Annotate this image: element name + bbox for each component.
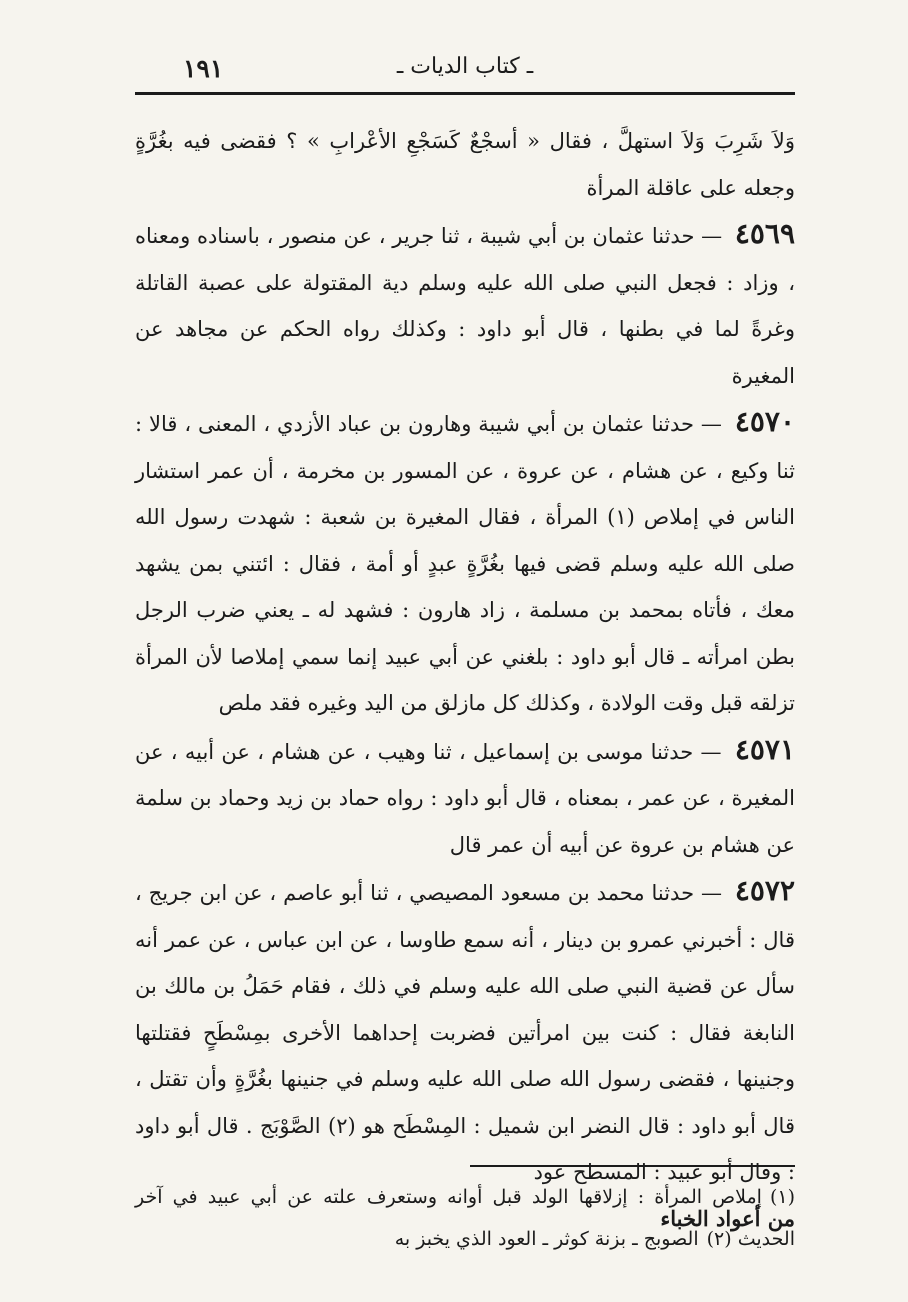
main-text xyxy=(135,118,795,1242)
hadith-number: ٤٥٧٢ xyxy=(734,874,795,907)
header-rule xyxy=(135,92,795,95)
footnote-text: إملاص المرأة : إزلاقها الولد قبل أوانه وستعرف علته عن أبي عبيد في آخر الحديث xyxy=(135,1186,795,1250)
paragraph-text: وَلاَ شَرِبَ وَلاَ استهلَّ ، فقال « أسجْعٌ كَسَجْعِ الأعْرابِ » ؟ فقضى فيه بغُرَّةٍ وجعله على عاقلة المرأة xyxy=(135,129,795,200)
footnote xyxy=(135,1176,795,1260)
paragraph-text: — حدثنا عثمان بن أبي شيبة ، ثنا جرير ، عن منصور ، باسناده ومعناه ، وزاد : فجعل النبي صلى الله عليه وسلم دية المقتولة على عصبة القاتلة وغرةً لما في بطنها ، قال أبو داود : وكذلك رواه الحكم عن مجاهد عن المغيرة xyxy=(135,224,795,388)
page-header xyxy=(135,44,795,88)
footnotes xyxy=(135,1176,795,1260)
footnote-mark: (١) xyxy=(769,1186,795,1208)
paragraph-text: — حدثنا عثمان بن أبي شيبة وهارون بن عباد الأزدي ، المعنى ، قالا : ثنا وكيع ، عن هشام ، عن عروة ، عن المسور بن مخرمة ، أن عمر استشار الناس في إملاص (١) المرأة ، فقال المغيرة بن شعبة : شهدت رسول الله صلى الله عليه وسلم قضى فيها بغُرَّةٍ عبدٍ أو أمة ، فقال : ائتني بمن يشهد معك ، فأتاه بمحمد بن مسلمة ، زاد هارون : فشهد له ـ يعني ضرب الرجل بطن امرأته ـ قال أبو داود : بلغني عن أبي عبيد إنما سمي إملاصا لأن المرأة تزلقه قبل وقت الولادة ، وكذلك كل مازلق من اليد وغيره فقد ملص xyxy=(135,412,795,715)
hadith-paragraph xyxy=(135,727,795,869)
footnote-rule xyxy=(470,1165,795,1167)
hadith-number: ٤٥٦٩ xyxy=(734,217,795,250)
hadith-paragraph xyxy=(135,868,795,1196)
running-title: ـ كتاب الديات ـ xyxy=(396,54,534,79)
hadith-number: ٤٥٧٠ xyxy=(734,405,795,438)
footnote-text: الصوبج ـ بزنة كوثر ـ العود الذي يخبز به xyxy=(394,1228,699,1250)
page-number: ١٩١ xyxy=(183,54,224,83)
paragraph-continuation xyxy=(135,118,795,211)
paragraph-text: — حدثنا موسى بن إسماعيل ، ثنا وهيب ، عن هشام ، عن أبيه ، عن المغيرة ، عن عمر ، بمعناه ، قال أبو داود : رواه حماد بن زيد وحماد بن سلمة عن هشام بن عروة عن أبيه أن عمر قال xyxy=(135,739,795,857)
closing-line: من أعواد الخباء xyxy=(660,1205,795,1231)
hadith-number: ٤٥٧١ xyxy=(734,732,795,766)
hadith-paragraph xyxy=(135,211,795,399)
paragraph-text: — حدثنا محمد بن مسعود المصيصي ، ثنا أبو عاصم ، عن ابن جريج ، قال : أخبرني عمرو بن دينار ، أنه سمع طاوسا ، عن ابن عباس ، عن عمر أنه سأل عن قضية النبي صلى الله عليه وسلم في ذلك ، فقام حَمَلُ بن مالك بن النابغة فقال : كنت بين امرأتين فضربت إحداهما الأخرى بمِسْطَحٍ فقتلتها وجنينها ، فقضى رسول الله صلى الله عليه وسلم في جنينها بغُرَّةٍ وأن تقتل ، قال أبو داود : قال النضر ابن شميل : المِسْطَح هو (٢) الصَّوْبَج . قال أبو داود : وقال أبو عبيد : المسطح عود xyxy=(135,881,795,1184)
footnote-mark: (٢) xyxy=(706,1228,732,1250)
hadith-paragraph xyxy=(135,399,795,727)
